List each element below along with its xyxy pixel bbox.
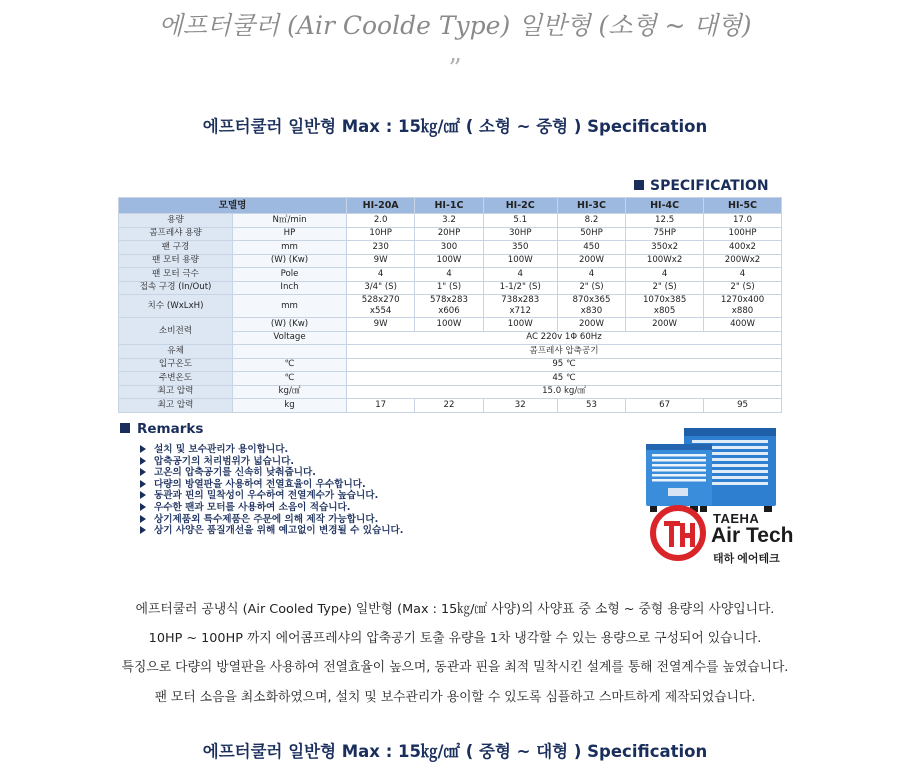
page-title: 에프터쿨러 (Air Coolde Type) 일반형 (소형 ~ 대형) <box>158 11 752 40</box>
cell: 9W <box>347 318 415 332</box>
header-cell: HI-2C <box>483 198 557 214</box>
row-label: 팬 모터 용량 <box>119 254 233 268</box>
cell: 400W <box>704 318 782 332</box>
cell: 1-1/2" (S) <box>483 281 557 295</box>
header-cell: HI-1C <box>415 198 483 214</box>
cell: 200Wx2 <box>704 254 782 268</box>
description-line: 팬 모터 소음을 최소화하였으며, 설치 및 보수관리가 용이할 수 있도록 심플하고 스마트하게 제작되었습니다. <box>154 690 756 705</box>
cell: 100W <box>483 254 557 268</box>
cell: AC 220v 1Φ 60Hz <box>347 331 782 345</box>
row-label: 콤프레샤 용량 <box>119 227 233 241</box>
cell: 32 <box>483 399 557 413</box>
arrow-bullet-icon <box>140 503 146 511</box>
header-cell: HI-4C <box>626 198 704 214</box>
row-label: 용량 <box>119 214 233 228</box>
row-unit: mm <box>233 295 347 318</box>
list-item: 고온의 압축공기를 신속히 낮춰줍니다. <box>140 467 403 479</box>
row-label: 치수 (WxLxH) <box>119 295 233 318</box>
row-unit: kg/㎠ <box>233 385 347 399</box>
remarks-heading <box>120 421 203 437</box>
logo-line-taeha: TAEHA <box>713 511 760 526</box>
row-unit: Inch <box>233 281 347 295</box>
cell: 30HP <box>483 227 557 241</box>
row-unit: ℃ <box>233 358 347 372</box>
table-row <box>119 358 782 372</box>
cell: 17.0 <box>704 214 782 228</box>
row-unit: Voltage <box>233 331 347 345</box>
quote-mark: ” <box>448 54 462 84</box>
square-bullet-icon <box>634 180 644 190</box>
cell: 4 <box>415 268 483 282</box>
cell: 67 <box>626 399 704 413</box>
logo-line-air-tech: Air Tech <box>711 524 794 547</box>
cell: 528x270 x554 <box>347 295 415 318</box>
row-unit: N㎥/min <box>233 214 347 228</box>
table-row <box>119 281 782 295</box>
cell: 20HP <box>415 227 483 241</box>
cell: 200W <box>557 254 625 268</box>
table-row-power <box>119 318 782 332</box>
cell: 1070x385 x805 <box>626 295 704 318</box>
table-row <box>119 268 782 282</box>
table-row <box>119 241 782 255</box>
table-row <box>119 345 782 359</box>
cell: 578x283 x606 <box>415 295 483 318</box>
row-unit <box>233 345 347 359</box>
row-label: 소비전력 <box>119 318 233 345</box>
spec-table <box>118 197 782 413</box>
cell: 2" (S) <box>704 281 782 295</box>
description-line: 특징으로 다량의 방열판을 사용하여 전열효율이 높으며, 동관과 핀을 최적 밀착시킨 설계를 통해 전열계수를 높였습니다. <box>121 660 789 675</box>
specification-label: SPECIFICATION <box>650 178 769 194</box>
cell: 1270x400 x880 <box>704 295 782 318</box>
taeha-logo-mark-icon <box>648 503 708 563</box>
cell: 12.5 <box>626 214 704 228</box>
row-label: 최고 압력 <box>119 385 233 399</box>
row-unit: HP <box>233 227 347 241</box>
table-row <box>119 214 782 228</box>
cell: 95 ℃ <box>347 358 782 372</box>
specification-heading <box>634 178 769 194</box>
list-item: 설치 및 보수관리가 용이합니다. <box>140 444 403 456</box>
row-unit: kg <box>233 399 347 413</box>
row-label: 팬 구경 <box>119 241 233 255</box>
cell: 9W <box>347 254 415 268</box>
cell: 300 <box>415 241 483 255</box>
arrow-bullet-icon <box>140 468 146 476</box>
table-row <box>119 372 782 386</box>
cell: 22 <box>415 399 483 413</box>
cell: 4 <box>704 268 782 282</box>
spec-header-row <box>119 198 782 214</box>
cell: 4 <box>626 268 704 282</box>
list-item: 우수한 팬과 모터를 사용하여 소음이 적습니다. <box>140 502 403 514</box>
row-unit: Pole <box>233 268 347 282</box>
cell: 350 <box>483 241 557 255</box>
cell: 450 <box>557 241 625 255</box>
cell: 53 <box>557 399 625 413</box>
cell: 100HP <box>704 227 782 241</box>
section-heading-small-medium: 에프터쿨러 일반형 Max : 15㎏/㎠ ( 소형 ~ 중형 ) Specification <box>202 117 708 136</box>
cell: 3/4" (S) <box>347 281 415 295</box>
cell: 1" (S) <box>415 281 483 295</box>
table-row <box>119 227 782 241</box>
cell: 870x365 x830 <box>557 295 625 318</box>
cell: 230 <box>347 241 415 255</box>
cell: 75HP <box>626 227 704 241</box>
cell: 2" (S) <box>626 281 704 295</box>
cell: 45 ℃ <box>347 372 782 386</box>
list-item: 상기 사양은 품질개선을 위해 예고없이 변경될 수 있습니다. <box>140 525 403 537</box>
list-item: 상기제품외 특수제품은 주문에 의해 제작 가능합니다. <box>140 514 403 526</box>
table-row-dimensions <box>119 295 782 318</box>
arrow-bullet-icon <box>140 526 146 534</box>
arrow-bullet-icon <box>140 480 146 488</box>
arrow-bullet-icon <box>140 445 146 453</box>
remarks-label: Remarks <box>137 421 204 437</box>
arrow-bullet-icon <box>140 515 146 523</box>
table-row <box>119 254 782 268</box>
row-unit: mm <box>233 241 347 255</box>
cell: 738x283 x712 <box>483 295 557 318</box>
list-item: 동관과 핀의 밀착성이 우수하여 전열계수가 높습니다. <box>140 490 403 502</box>
cell: 콤프레샤 압축공기 <box>347 345 782 359</box>
cell: 200W <box>557 318 625 332</box>
row-unit: (W) (Kw) <box>233 254 347 268</box>
header-model: 모델명 <box>119 198 347 214</box>
cell: 200W <box>626 318 704 332</box>
row-label: 팬 모터 극수 <box>119 268 233 282</box>
row-label: 최고 압력 <box>119 399 233 413</box>
list-item: 다량의 방열판을 사용하여 전열효율이 우수합니다. <box>140 479 403 491</box>
cell: 100W <box>483 318 557 332</box>
arrow-bullet-icon <box>140 491 146 499</box>
cell: 8.2 <box>557 214 625 228</box>
header-cell: HI-3C <box>557 198 625 214</box>
cell: 350x2 <box>626 241 704 255</box>
section-heading-medium-large: 에프터쿨러 일반형 Max : 15㎏/㎠ ( 중형 ~ 대형 ) Specification <box>202 742 708 761</box>
cell: 50HP <box>557 227 625 241</box>
square-bullet-icon <box>120 423 130 433</box>
row-label: 주변온도 <box>119 372 233 386</box>
logo-line-korean: 태하 에어테크 <box>713 553 780 565</box>
row-label: 유체 <box>119 345 233 359</box>
description-line: 10HP ~ 100HP 까지 에어콤프레샤의 압축공기 토출 유량을 1차 냉각할 수 있는 용량으로 구성되어 있습니다. <box>148 631 762 646</box>
cell: 4 <box>347 268 415 282</box>
header-cell: HI-5C <box>704 198 782 214</box>
cell: 5.1 <box>483 214 557 228</box>
cell: 100W <box>415 318 483 332</box>
cell: 4 <box>483 268 557 282</box>
header-cell: HI-20A <box>347 198 415 214</box>
cell: 100Wx2 <box>626 254 704 268</box>
cell: 2.0 <box>347 214 415 228</box>
row-label: 접속 구경 (In/Out) <box>119 281 233 295</box>
cell: 10HP <box>347 227 415 241</box>
cell: 3.2 <box>415 214 483 228</box>
cell: 400x2 <box>704 241 782 255</box>
table-row <box>119 399 782 413</box>
description-line: 에프터쿨러 공냉식 (Air Cooled Type) 일반형 (Max : 15㎏/㎠ 사양)의 사양표 중 소형 ~ 중형 용량의 사양입니다. <box>135 602 775 617</box>
row-unit: ℃ <box>233 372 347 386</box>
arrow-bullet-icon <box>140 457 146 465</box>
cell: 2" (S) <box>557 281 625 295</box>
cell: 4 <box>557 268 625 282</box>
cell: 17 <box>347 399 415 413</box>
row-label: 입구온도 <box>119 358 233 372</box>
row-unit: (W) (Kw) <box>233 318 347 332</box>
list-item: 압축공기의 처리범위가 넓습니다. <box>140 456 403 468</box>
cell: 100W <box>415 254 483 268</box>
cell: 95 <box>704 399 782 413</box>
remarks-list <box>140 444 403 537</box>
cell: 15.0 kg/㎠ <box>347 385 782 399</box>
table-row <box>119 385 782 399</box>
